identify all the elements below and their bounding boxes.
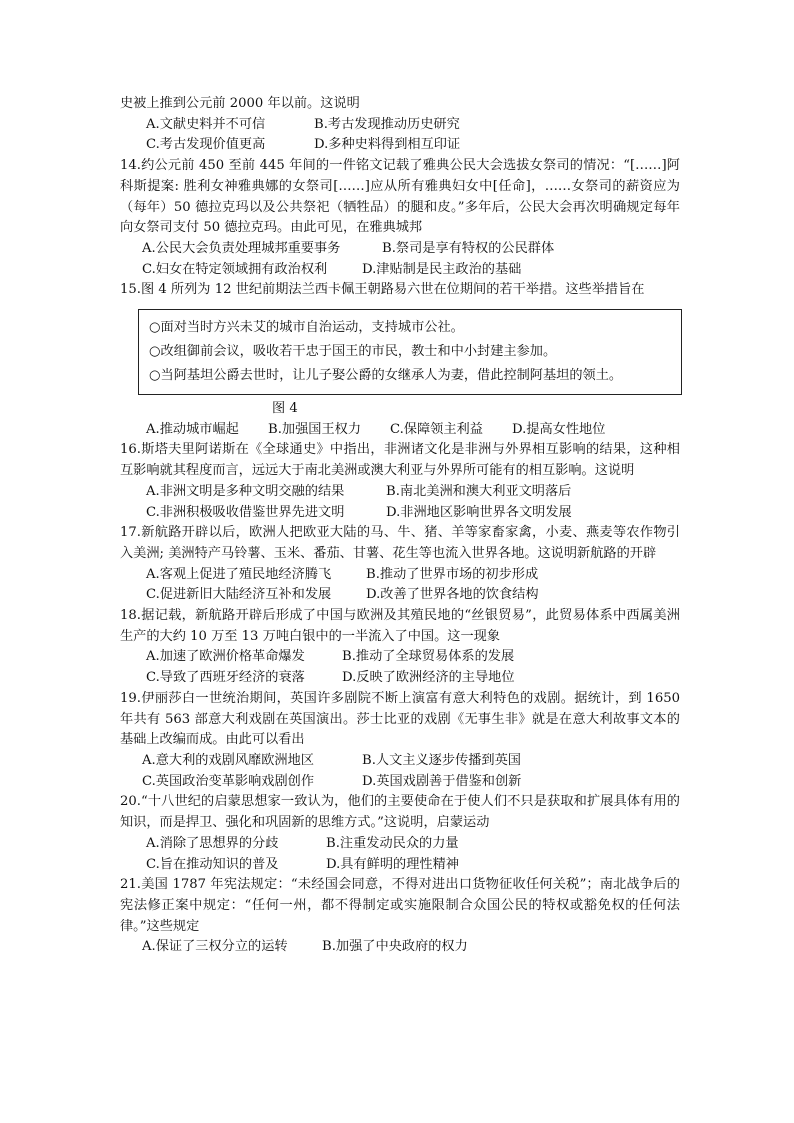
question-18-option-b[interactable]: B.推动了全球贸易体系的发展: [342, 649, 515, 665]
question-17-stem: 17.新航路开辟以后，欧洲人把欧亚大陆的马、牛、猪、羊等家畜家禽，小麦、燕麦等农作物引入美洲; 美洲特产马铃薯、玉米、番茄、甘薯、花生等也流入世界各地。这说明新航路的开辟: [120, 525, 680, 561]
question-17-option-c[interactable]: C.促进新旧大陆经济互补和发展: [146, 587, 332, 603]
question-19-option-c[interactable]: C.英国政治变革影响戏剧创作: [142, 773, 315, 789]
question-19-options-row-1: [120, 751, 680, 772]
question-17-option-d[interactable]: D.改善了世界各地的饮食结构: [366, 587, 539, 603]
figure-4-item-3: ○当阿基坦公爵去世时，让儿子娶公爵的女继承人为妻，借此控制阿基坦的领土。: [149, 368, 623, 384]
question-19-option-d[interactable]: D.英国戏剧善于借鉴和创新: [362, 773, 522, 789]
question-16-option-d[interactable]: D.非洲地区影响世界各文明发展: [386, 504, 572, 520]
exam-page: [120, 94, 680, 958]
question-20-options-row-2: [120, 855, 680, 876]
question-18-option-a[interactable]: A.加速了欧洲价格革命爆发: [146, 649, 305, 665]
question-16-options-row-1: [120, 482, 680, 503]
question-17-option-b[interactable]: B.推动了世界市场的初步形成: [366, 566, 539, 582]
question-13-options-row-2: [120, 135, 680, 156]
question-20-option-d[interactable]: D.具有鲜明的理性精神: [326, 856, 459, 872]
question-21-stem: 21.美国 1787 年宪法规定：“未经国会同意，不得对进出口货物征收任何关税”；南北战争后的宪法修正案中规定：“任何一州，都不得制定或实施限制合众国公民的特权或豁免权的任何法律。”这些规定: [120, 877, 680, 934]
question-17-options-row-1: [120, 565, 680, 586]
question-17-option-a[interactable]: A.客观上促进了殖民地经济腾飞: [146, 566, 332, 582]
question-15-option-b[interactable]: B.加强国王权力: [268, 421, 362, 437]
question-15-option-a[interactable]: A.推动城市崛起: [146, 421, 239, 437]
question-20-option-b[interactable]: B.注重发动民众的力量: [326, 835, 459, 851]
question-16-option-a[interactable]: A.非洲文明是多种文明交融的结果: [146, 483, 345, 499]
figure-4-box: [138, 309, 682, 395]
question-13-stem-tail: 史被上推到公元前 2000 年以前。这说明: [120, 96, 360, 111]
question-20-option-c[interactable]: C.旨在推动知识的普及: [146, 856, 279, 872]
question-16-option-c[interactable]: C.非洲积极吸收借鉴世界先进文明: [146, 504, 345, 520]
question-14-option-b[interactable]: B.祭司是享有特权的公民群体: [382, 240, 555, 256]
question-19-options-row-2: [120, 772, 680, 793]
question-20-stem: 20.“十八世纪的启蒙思想家一致认为，他们的主要使命在于使人们不只是获取和扩展具体有用的知识，而是捍卫、强化和巩固新的思维方式。”这说明，启蒙运动: [120, 794, 680, 831]
figure-4-item-1: ○面对当时方兴未艾的城市自治运动，支持城市公社。: [149, 320, 464, 336]
question-19-stem: 19.伊丽莎白一世统治期间，英国许多剧院不断上演富有意大利特色的戏剧。据统计，到 1650 年共有 563 部意大利戏剧在英国演出。莎士比亚的戏剧《无事生非》就是在意大利故事文本的基础上改编而成。由此可以看出: [120, 690, 680, 748]
question-14-stem: 14.约公元前 450 至前 445 年间的一件铭文记载了雅典公民大会选拔女祭司的情况：“[……]阿科斯提案: 胜利女神雅典娜的女祭司[……]应从所有雅典妇女中[任命]，……女祭司的薪资应为（每年）50 德拉克玛以及公共祭祀（牺牲品）的腿和皮。”多年后，公民大会再次明确规定每年向女祭司支付 50 德拉克玛。由此可见，在雅典城邦: [120, 158, 680, 236]
question-13-option-b[interactable]: B.考古发现推动历史研究: [314, 116, 460, 132]
question-14-options-row-2: [120, 260, 680, 281]
question-21-option-b[interactable]: B.加强了中央政府的权力: [322, 939, 468, 955]
figure-4-caption: 图 4: [272, 401, 298, 417]
question-14-option-a[interactable]: A.公民大会负责处理城邦重要事务: [142, 240, 341, 256]
question-18-options-row-1: [120, 647, 680, 668]
question-19-option-b[interactable]: B.人文主义逐步传播到英国: [362, 752, 521, 768]
question-15-option-d[interactable]: D.提高女性地位: [512, 421, 606, 437]
question-16-option-b[interactable]: B.南北美洲和澳大利亚文明落后: [386, 483, 572, 499]
question-14-options-row-1: [120, 239, 680, 260]
question-16-options-row-2: [120, 503, 680, 524]
question-20-options-row-1: [120, 834, 680, 855]
question-18-stem: 18.据记载，新航路开辟后形成了中国与欧洲及其殖民地的“丝银贸易”，此贸易体系中西属美洲生产的大约 10 万至 13 万吨白银中的一半流入了中国。这一现象: [120, 608, 680, 644]
question-15-options-row: [120, 420, 680, 441]
question-13-option-a[interactable]: A.文献史料并不可信: [146, 116, 266, 132]
question-18-options-row-2: [120, 668, 680, 689]
question-18-option-c[interactable]: C.导致了西班牙经济的衰落: [146, 670, 305, 686]
question-14-option-d[interactable]: D.津贴制是民主政治的基础: [362, 261, 522, 277]
question-18-option-d[interactable]: D.反映了欧洲经济的主导地位: [342, 670, 515, 686]
question-21-option-a[interactable]: A.保证了三权分立的运转: [142, 939, 288, 955]
question-14-option-c[interactable]: C.妇女在特定领域拥有政治权利: [142, 261, 328, 277]
question-13-option-d[interactable]: D.多种史料得到相互印证: [314, 137, 461, 153]
question-19-option-a[interactable]: A.意大利的戏剧风靡欧洲地区: [142, 752, 314, 768]
question-15-option-c[interactable]: C.保障领主利益: [390, 421, 483, 437]
question-16-stem: 16.斯塔夫里阿诺斯在《全球通史》中指出，非洲诸文化是非洲与外界相互影响的结果，这种相互影响就其程度而言，远远大于南北美洲或澳大利亚与外界所可能有的相互影响。这说明: [120, 442, 680, 479]
question-21-options-row-1: [120, 937, 680, 958]
question-13-option-c[interactable]: C.考古发现价值更高: [146, 137, 266, 153]
question-20-option-a[interactable]: A.消除了思想界的分歧: [146, 835, 279, 851]
question-15-stem: 15.图 4 所列为 12 世纪前期法兰西卡佩王朝路易六世在位期间的若干举措。这些举措旨在: [120, 282, 645, 298]
question-17-options-row-2: [120, 585, 680, 606]
question-13-options-row-1: [120, 115, 680, 136]
figure-4-item-2: ○改组御前会议，吸收若干忠于国王的市民，教士和中小封建主参加。: [149, 344, 557, 360]
